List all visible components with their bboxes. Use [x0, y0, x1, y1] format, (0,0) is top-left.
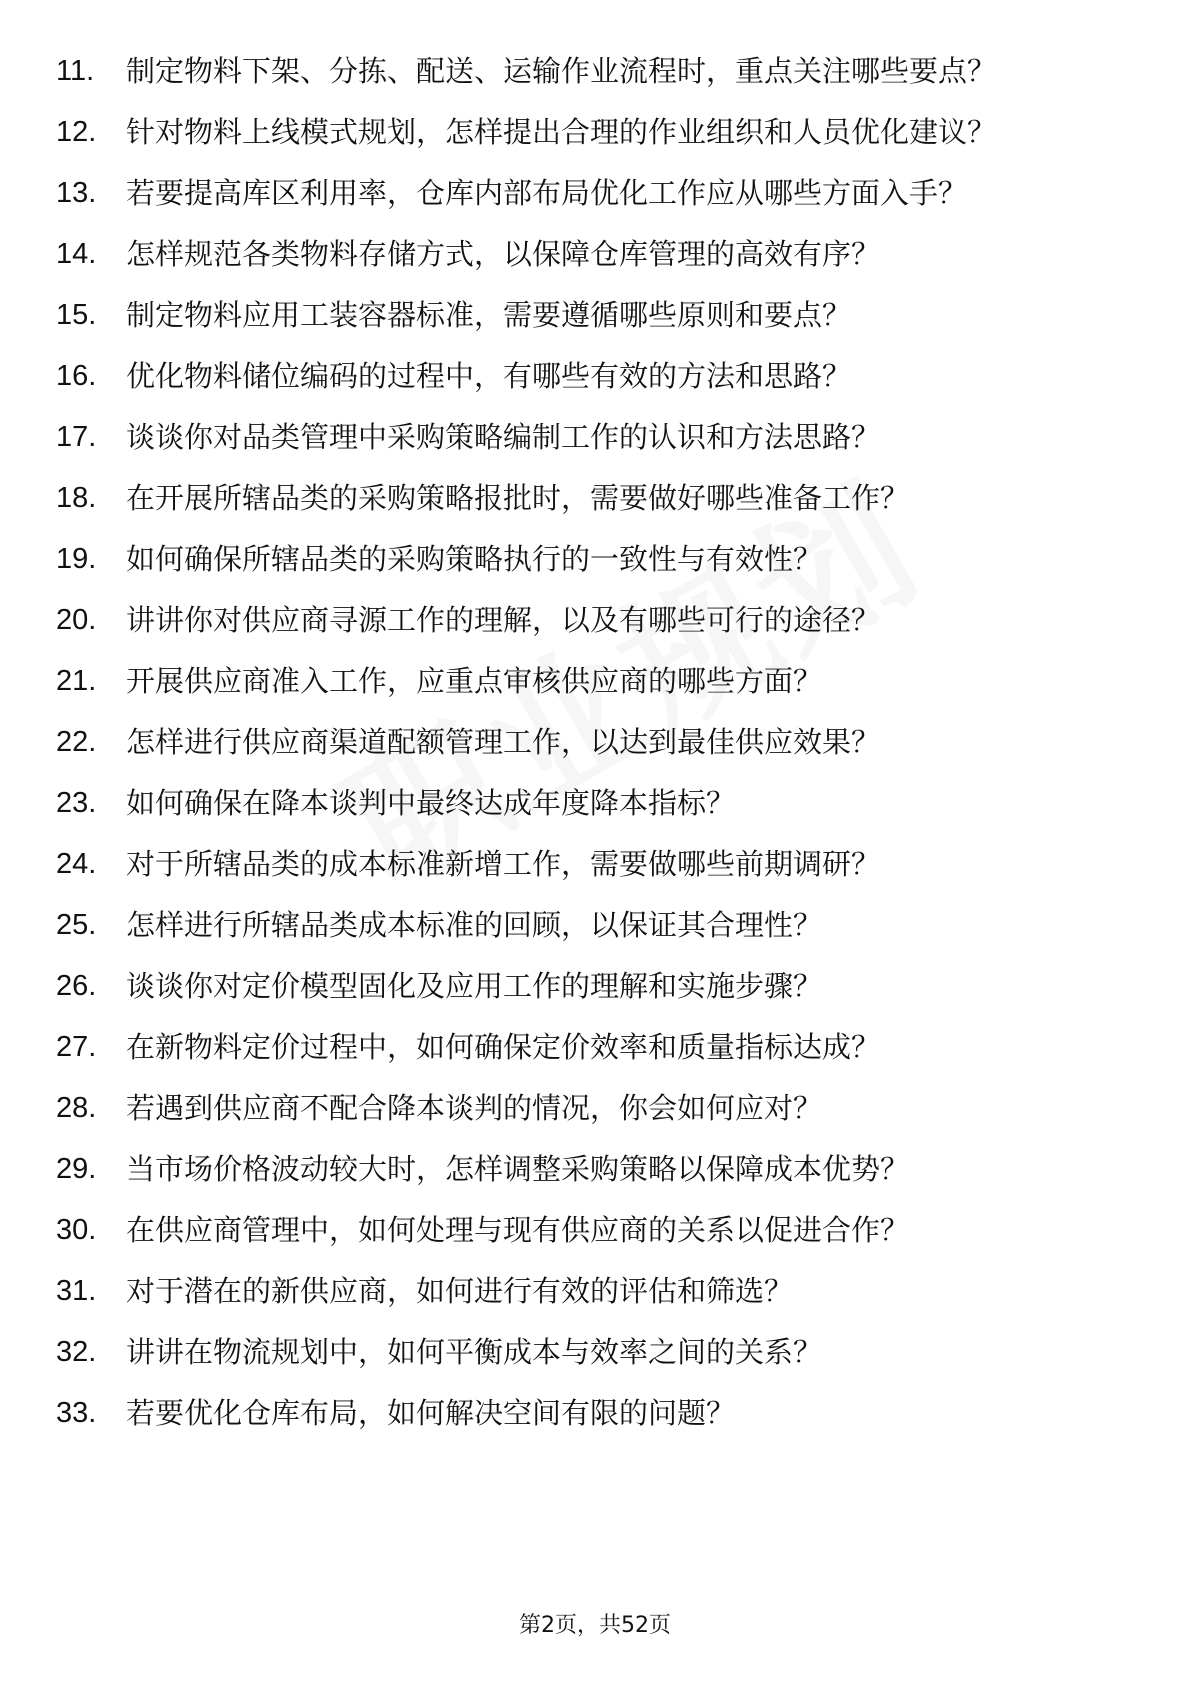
- question-number: 11.: [56, 55, 95, 87]
- question-number: 27.: [56, 1031, 97, 1063]
- question-number: 30.: [56, 1214, 97, 1246]
- question-text: 针对物料上线模式规划，怎样提出合理的作业组织和人员优化建议？: [126, 115, 997, 149]
- question-text: 谈谈你对定价模型固化及应用工作的理解和实施步骤？: [126, 969, 823, 1003]
- question-number: 24.: [56, 848, 97, 880]
- question-text: 当市场价格波动较大时，怎样调整采购策略以保障成本优势？: [126, 1152, 910, 1186]
- question-item: [0, 723, 1190, 761]
- question-text: 开展供应商准入工作，应重点审核供应商的哪些方面？: [126, 664, 823, 698]
- question-item: [0, 662, 1190, 700]
- question-item: [0, 52, 1190, 90]
- question-number: 16.: [56, 360, 97, 392]
- question-text: 制定物料下架、分拣、配送、运输作业流程时，重点关注哪些要点？: [126, 54, 997, 88]
- question-text: 优化物料储位编码的过程中，有哪些有效的方法和思路？: [126, 359, 852, 393]
- question-item: [0, 1333, 1190, 1371]
- question-item: [0, 845, 1190, 883]
- question-item: [0, 1089, 1190, 1127]
- question-text: 对于所辖品类的成本标准新增工作，需要做哪些前期调研？: [126, 847, 881, 881]
- question-item: [0, 357, 1190, 395]
- question-item: [0, 418, 1190, 456]
- question-number: 23.: [56, 787, 97, 819]
- question-number: 25.: [56, 909, 97, 941]
- question-number: 29.: [56, 1153, 97, 1185]
- question-text: 在开展所辖品类的采购策略报批时，需要做好哪些准备工作？: [126, 481, 910, 515]
- question-text: 讲讲你对供应商寻源工作的理解，以及有哪些可行的途径？: [126, 603, 881, 637]
- question-item: [0, 1150, 1190, 1188]
- question-text: 制定物料应用工装容器标准，需要遵循哪些原则和要点？: [126, 298, 852, 332]
- question-text: 若要提高库区利用率，仓库内部布局优化工作应从哪些方面入手？: [126, 176, 968, 210]
- question-number: 19.: [56, 543, 97, 575]
- question-text: 若遇到供应商不配合降本谈判的情况，你会如何应对？: [126, 1091, 823, 1125]
- question-item: [0, 1211, 1190, 1249]
- question-item: [0, 906, 1190, 944]
- question-item: [0, 601, 1190, 639]
- question-number: 15.: [56, 299, 97, 331]
- question-number: 17.: [56, 421, 97, 453]
- question-text: 如何确保在降本谈判中最终达成年度降本指标？: [126, 786, 736, 820]
- question-text: 讲讲在物流规划中，如何平衡成本与效率之间的关系？: [126, 1335, 823, 1369]
- question-number: 21.: [56, 665, 97, 697]
- question-text: 怎样规范各类物料存储方式，以保障仓库管理的高效有序？: [126, 237, 881, 271]
- page-footer: [0, 1608, 1190, 1639]
- question-item: [0, 1028, 1190, 1066]
- question-item: [0, 296, 1190, 334]
- question-number: 18.: [56, 482, 97, 514]
- question-text: 谈谈你对品类管理中采购策略编制工作的认识和方法思路？: [126, 420, 881, 454]
- question-item: [0, 1272, 1190, 1310]
- question-text: 若要优化仓库布局，如何解决空间有限的问题？: [126, 1396, 736, 1430]
- question-number: 20.: [56, 604, 97, 636]
- question-number: 33.: [56, 1397, 97, 1429]
- question-text: 怎样进行所辖品类成本标准的回顾，以保证其合理性？: [126, 908, 823, 942]
- question-item: [0, 1394, 1190, 1432]
- question-item: [0, 784, 1190, 822]
- question-number: 31.: [56, 1275, 97, 1307]
- question-number: 22.: [56, 726, 97, 758]
- question-text: 对于潜在的新供应商，如何进行有效的评估和筛选？: [126, 1274, 794, 1308]
- question-text: 在供应商管理中，如何处理与现有供应商的关系以促进合作？: [126, 1213, 910, 1247]
- question-item: [0, 479, 1190, 517]
- question-item: [0, 174, 1190, 212]
- question-number: 28.: [56, 1092, 97, 1124]
- question-text: 在新物料定价过程中，如何确保定价效率和质量指标达成？: [126, 1030, 881, 1064]
- question-item: [0, 540, 1190, 578]
- question-item: [0, 235, 1190, 273]
- question-text: 怎样进行供应商渠道配额管理工作，以达到最佳供应效果？: [126, 725, 881, 759]
- question-item: [0, 113, 1190, 151]
- question-number: 32.: [56, 1336, 97, 1368]
- page-number-label: 第2页，共52页: [519, 1613, 671, 1638]
- question-number: 13.: [56, 177, 97, 209]
- question-item: [0, 967, 1190, 1005]
- question-number: 26.: [56, 970, 97, 1002]
- question-number: 12.: [56, 116, 97, 148]
- question-text: 如何确保所辖品类的采购策略执行的一致性与有效性？: [126, 542, 823, 576]
- question-list: [0, 52, 1190, 1455]
- question-number: 14.: [56, 238, 97, 270]
